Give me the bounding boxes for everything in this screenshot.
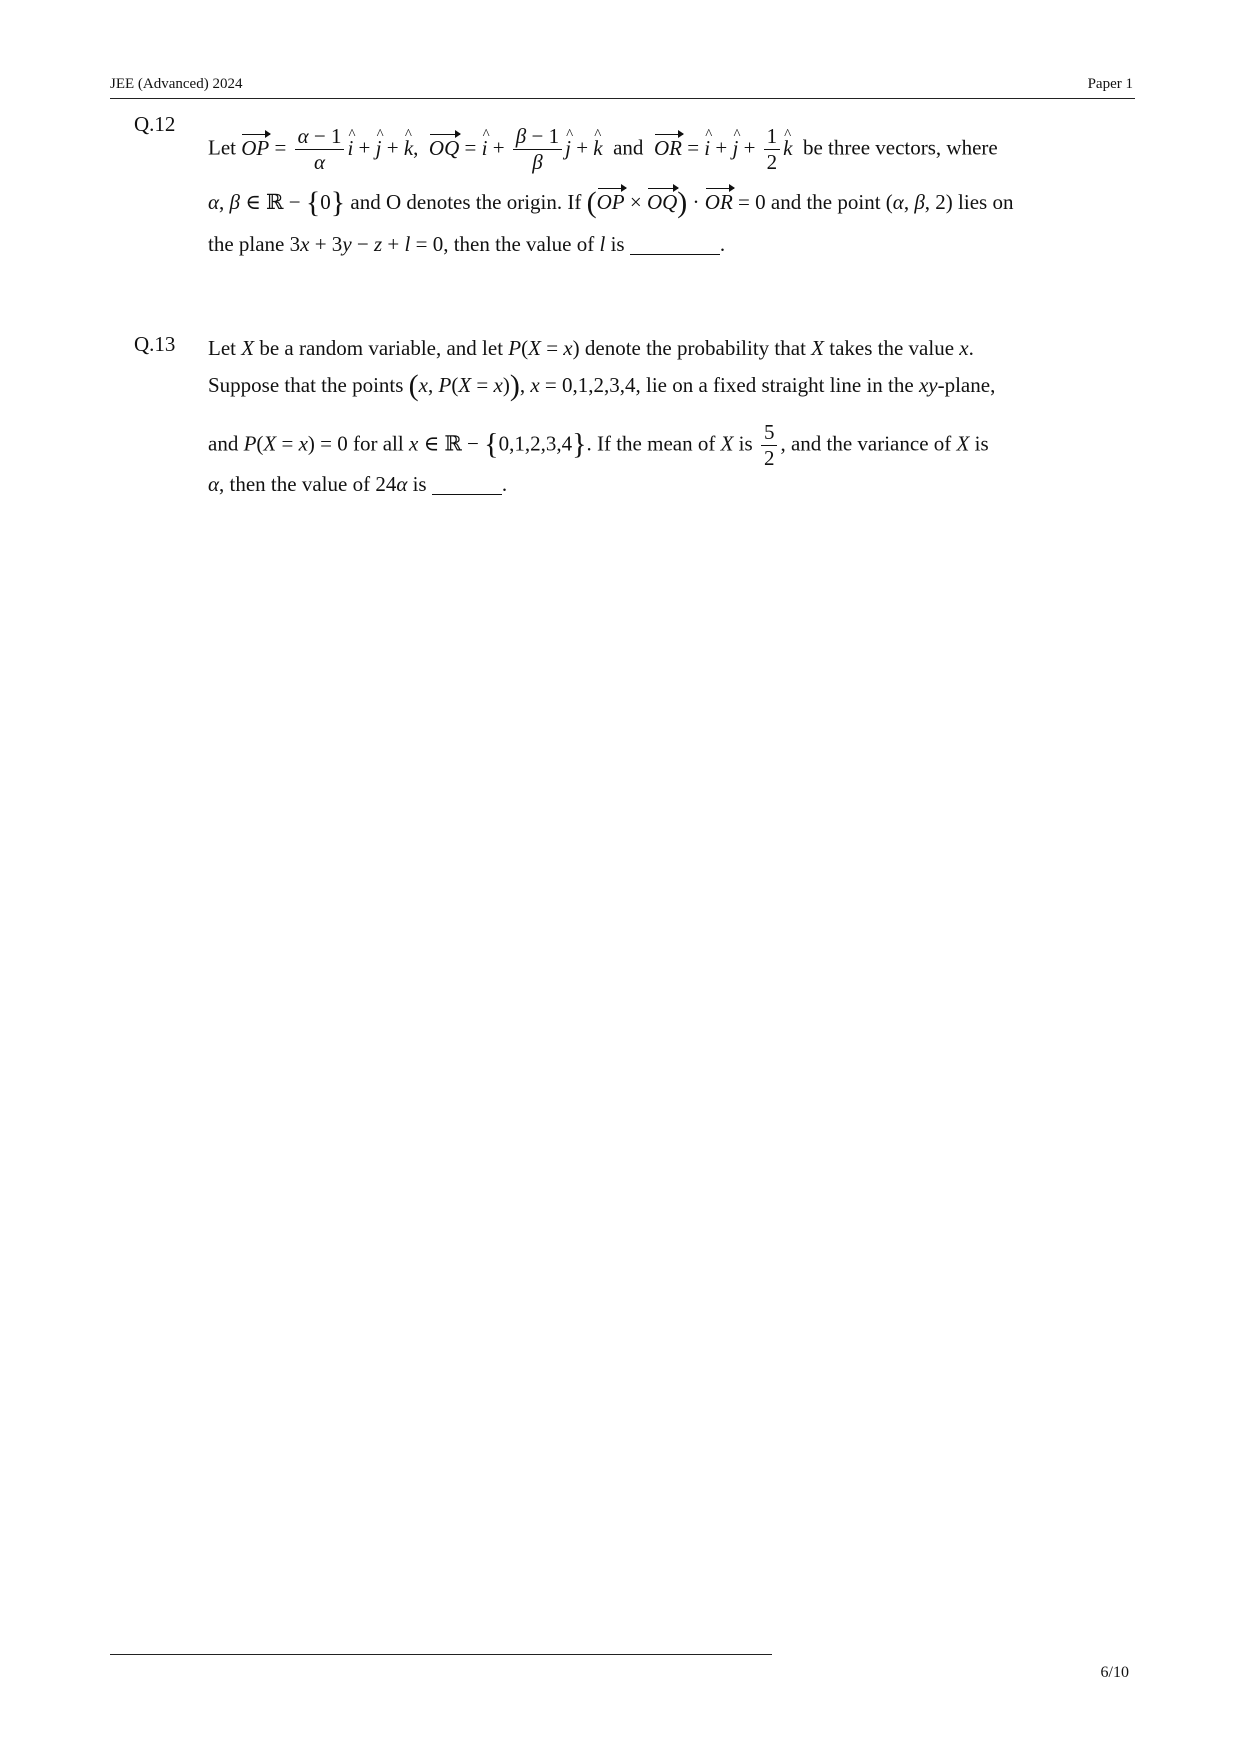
page-header: [110, 74, 1135, 99]
q13-line-2: Suppose that the points (x, P(X = x)), x = 0,1,2,3,4, lie on a fixed straight line in the xy-plane,: [208, 369, 996, 402]
page-number: 6/10: [1100, 1664, 1129, 1681]
q13-line-1: Let X be a random variable, and let P(X = x) denote the probability that X takes the value x.: [208, 336, 974, 360]
exam-title: JEE (Advanced) 2024: [110, 76, 243, 92]
answer-blank-12: [630, 234, 720, 255]
question-number-12: Q.12: [134, 112, 176, 136]
paper-label: Paper 1: [1087, 76, 1133, 92]
footer-rule: [110, 1654, 772, 1655]
q12-line-1: Let OP = $\frac{\alpha - 1}{\alpha}$ ^ i + ^ j + ^ k, OQ = ^ i + $\frac{\beta - 1}{\beta}$ ^ j + ^ k and OR = ^ i + ^ j + $\frac{1}{2}$ ^ k be three vectors, where: [208, 124, 998, 175]
q13-line-4: α, then the value of 24α is .: [208, 472, 508, 496]
q12-line-3: the plane 3x + 3y − z + l = 0, then the value of l is .: [208, 232, 726, 256]
q12-line-2: α, β ∈ ℝ − {0} and O denotes the origin. If (OP × OQ) · OR = 0 and the point (α, β, 2) lies on: [208, 186, 1014, 219]
q13-line-3: and P(X = x) = 0 for all x ∈ ℝ − {0,1,2,3,4}. If the mean of X is $\frac{5}{2}$ , and the variance of X is: [208, 420, 989, 471]
answer-blank-13: [432, 474, 502, 495]
question-number-13: Q.13: [134, 332, 176, 356]
